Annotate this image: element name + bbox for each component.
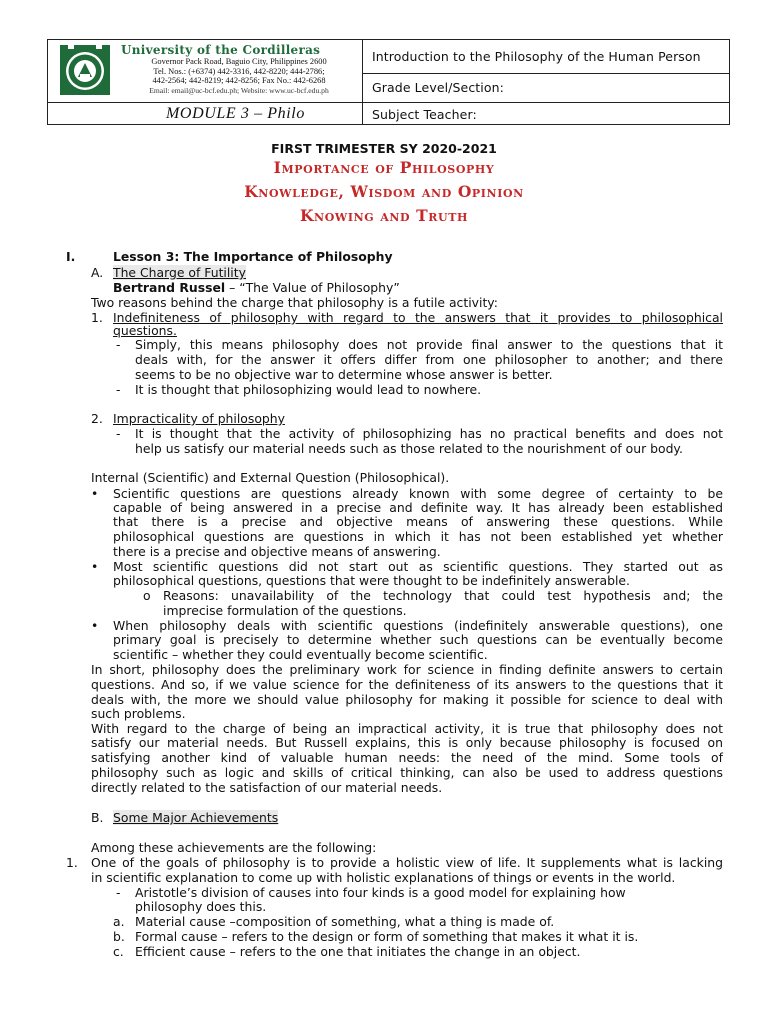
university-name: University of the Cordilleras: [121, 43, 321, 57]
paragraph-2c: satisfying another kind of valuable human needs: the need of the mind. Some tools of: [91, 750, 723, 765]
cause-efficient: Efficient cause – refers to the one that initiates the change in an object.: [135, 944, 581, 959]
dash-1: -: [116, 337, 121, 352]
paragraph-1a: In short, philosophy does the preliminary work for science in finding definite answers to certain: [91, 662, 723, 677]
reason-2-bullet-1: It is thought that the activity of philosophizing has no practical benefits and does not: [135, 426, 723, 441]
roman-numeral: I.: [66, 249, 76, 264]
goal-1a: One of the goals of philosophy is to provide a holistic view of life. It supplements what is lacking: [91, 855, 723, 870]
section-a-label: A.: [91, 265, 104, 280]
section-b-label: B.: [91, 810, 104, 825]
scientific-q-2a: Most scientific questions did not start out as scientific questions. They started out as: [113, 559, 723, 574]
paragraph-1c: deals with, the more we should value philosophy for making it possible for science to deal with: [91, 692, 723, 707]
title-importance: Importance of Philosophy: [273, 158, 495, 177]
paragraph-2d: philosophy such as logic and skills of critical thinking, can also be used to address questions: [91, 765, 723, 780]
bullet-2: •: [91, 559, 99, 574]
module-label: MODULE 3 – Philo: [166, 105, 305, 122]
cause-c-label: c.: [113, 944, 124, 959]
paragraph-2e: directly related to the satisfaction of our material needs.: [91, 780, 443, 795]
reasons-sub-b: imprecise formulation of the questions.: [163, 603, 407, 618]
internal-external-heading: Internal (Scientific) and External Question (Philosophical).: [91, 470, 450, 485]
sub-bullet: o: [143, 588, 151, 603]
bullet-3: •: [91, 618, 99, 633]
scientific-q-1e: there is a precise and objective means of answering.: [113, 544, 441, 559]
scientific-q-1d: philosophical questions are questions in which it has not been established yet whether: [113, 529, 723, 544]
goal-1-number: 1.: [66, 855, 78, 870]
section-a-title: The Charge of Futility: [113, 265, 246, 280]
university-email: Email: email@uc-bcf.edu.ph; Website: www.uc-bcf.edu.ph: [149, 85, 329, 95]
scientific-q-1b: capable of being answered in a precise and definite way. It has already been established: [113, 500, 723, 515]
reason-1-bullet-1: Simply, this means philosophy does not provide final answer to the questions that it: [135, 337, 723, 352]
reason-1-title: Indefiniteness of philosophy with regard to the answers that it provides to philosophical: [113, 310, 723, 325]
scientific-q-1a: Scientific questions are questions already known with some degree of certainty to be: [113, 486, 723, 501]
section-b-title: Some Major Achievements: [113, 810, 279, 825]
paragraph-1b: questions. And so, if we value science for the definiteness of its answers to the questions that it: [91, 677, 723, 692]
goal-1b: in scientific explanation to come up with holistic explanations of things or events in the world.: [91, 870, 676, 885]
reason-1-number: 1.: [91, 310, 103, 325]
title-knowledge: Knowledge, Wisdom and Opinion: [244, 182, 524, 201]
course-title: Introduction to the Philosophy of the Human Person: [372, 49, 701, 64]
aristotle-b: philosophy does this.: [135, 899, 267, 914]
reason-2-number: 2.: [91, 411, 103, 426]
subject-teacher-field: Subject Teacher:: [372, 107, 477, 122]
cause-b-label: b.: [113, 929, 125, 944]
header-table: [47, 39, 730, 125]
dash-3: -: [116, 426, 121, 441]
russel-work: – “The Value of Philosophy”: [225, 280, 400, 295]
title-knowing: Knowing and Truth: [299, 206, 469, 225]
russel-line: [113, 280, 400, 295]
university-seal-logo: [54, 43, 116, 99]
reason-2-title: Impracticality of philosophy: [113, 411, 285, 426]
reason-1-bullet-1-c: seems to be no objective war to determine whose answer is better.: [135, 367, 553, 382]
lesson-title: Lesson 3: The Importance of Philosophy: [113, 249, 393, 264]
cause-formal: Formal cause – refers to the design or form of something that makes it what it is.: [135, 929, 639, 944]
scientific-q-1c: that there is a precise and objective means of answering these questions. While: [113, 514, 723, 529]
reason-1-title-cont: questions.: [113, 323, 177, 338]
cause-material: Material cause –composition of something, what a thing is made of.: [135, 914, 555, 929]
aristotle-a: Aristotle’s division of causes into four kinds is a good model for explaining how: [135, 885, 626, 900]
scientific-q-3b: primary goal is precisely to determine whether such questions can be eventually become: [113, 632, 723, 647]
university-info: [121, 43, 357, 95]
reason-1-bullet-2: It is thought that philosophizing would lead to nowhere.: [135, 382, 482, 397]
scientific-q-3c: scientific – whether they could eventually become scientific.: [113, 647, 488, 662]
reason-2-bullet-1-b: help us satisfy our material needs such as those related to the nourishment of our body.: [135, 441, 683, 456]
dash-2: -: [116, 382, 121, 397]
trimester-heading: FIRST TRIMESTER SY 2020-2021: [271, 141, 497, 156]
paragraph-2b: satisfy our material needs. But Russell explains, this is only because philosophy is focused on: [91, 735, 723, 750]
reason-1-bullet-1-b: deals with, for the answer it offers differ from one philosopher to another; and there: [135, 352, 723, 367]
paragraph-1d: such problems.: [91, 706, 186, 721]
reasons-sub-a: Reasons: unavailability of the technology that could test hypothesis and; the: [163, 588, 723, 603]
university-address: Governor Pack Road, Baguio City, Philippines 2600: [151, 57, 327, 66]
university-phones-2: 442-2564; 442-8219; 442-8256; Fax No.: 442-6268: [152, 76, 326, 85]
university-phones-1: Tel. Nos.: (+6374) 442-3316, 442-8220; 444-2786;: [153, 66, 325, 76]
scientific-q-3a: When philosophy deals with scientific questions (indefinitely answerable questions), one: [113, 618, 723, 633]
grade-level-field: Grade Level/Section:: [372, 80, 504, 95]
cause-a-label: a.: [113, 914, 125, 929]
bullet-1: •: [91, 486, 99, 501]
paragraph-2a: With regard to the charge of being an impractical activity, it is true that philosophy does not: [91, 721, 723, 736]
russel-name: Bertrand Russel: [113, 280, 226, 295]
dash-4: -: [116, 885, 121, 900]
among-achievements: Among these achievements are the following:: [91, 840, 377, 855]
two-reasons: Two reasons behind the charge that philosophy is a futile activity:: [91, 295, 498, 310]
scientific-q-2b: philosophical questions, questions that were thought to be indefinitely answerable.: [113, 573, 630, 588]
